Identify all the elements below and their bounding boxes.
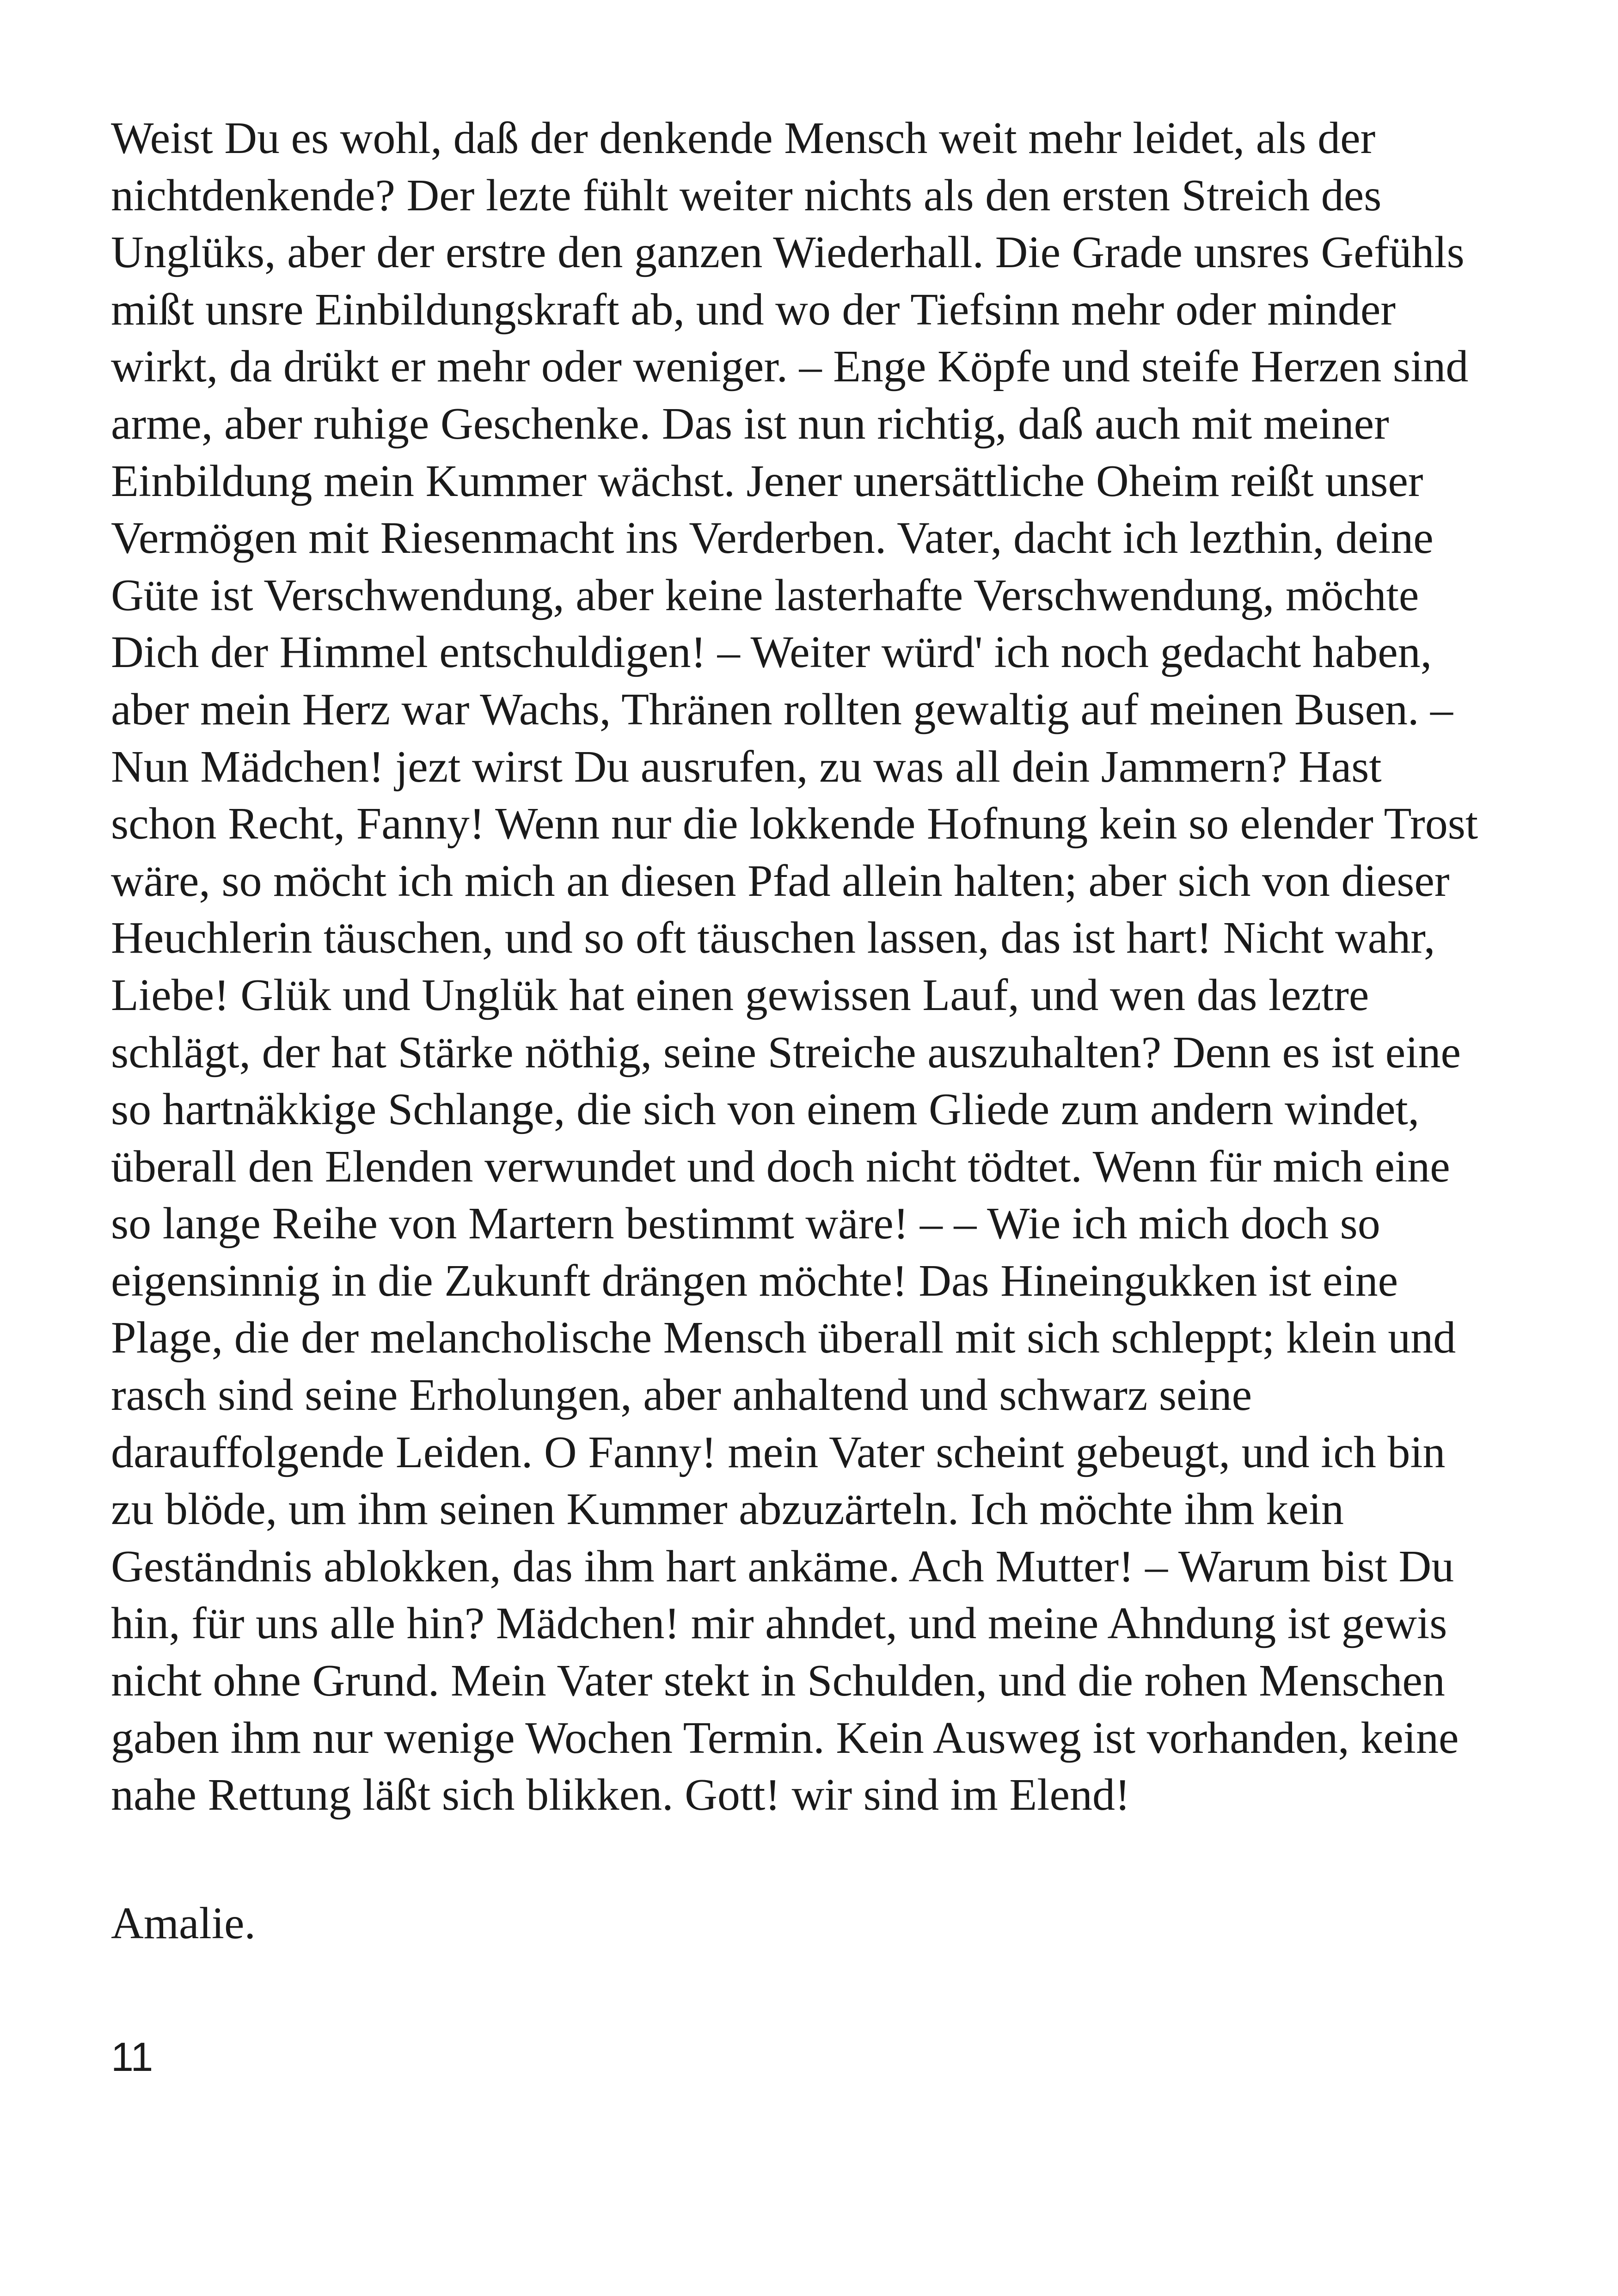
letter-line: wäre, so möcht ich mich an diesen Pfad allein halten; aber sich von dieser [111, 856, 1450, 906]
letter-line: mißt unsre Einbildungskraft ab, und wo der Tiefsinn mehr oder minder [111, 284, 1396, 335]
letter-body [111, 110, 1544, 1824]
letter-line: Weist Du es wohl, daß der denkende Mensch weit mehr leidet, als der [111, 113, 1376, 163]
letter-line: Dich der Himmel entschuldigen! – Weiter würd' ich noch gedacht haben, [111, 627, 1432, 678]
letter-line: Plage, die der melancholische Mensch überall mit sich schleppt; klein und [111, 1313, 1456, 1363]
letter-signature: Amalie. [111, 1898, 256, 1948]
letter-line: so lange Reihe von Martern bestimmt wäre! – – Wie ich mich doch so [111, 1199, 1380, 1249]
letter-line: Nun Mädchen! jezt wirst Du ausrufen, zu was all dein Jammern? Hast [111, 741, 1382, 792]
letter-line: Güte ist Verschwendung, aber keine lasterhafte Verschwendung, möchte [111, 570, 1419, 620]
letter-line: so hartnäkkige Schlange, die sich von einem Gliede zum andern windet, [111, 1084, 1420, 1135]
letter-line: zu blöde, um ihm seinen Kummer abzuzärteln. Ich möchte ihm kein [111, 1484, 1344, 1535]
letter-line: wirkt, da drükt er mehr oder weniger. – Enge Köpfe und steife Herzen sind [111, 342, 1469, 392]
letter-line: gaben ihm nur wenige Wochen Termin. Kein Ausweg ist vorhanden, keine [111, 1713, 1459, 1763]
letter-line: nichtdenkende? Der lezte fühlt weiter nichts als den ersten Streich des [111, 170, 1382, 220]
letter-line: Geständnis ablokken, das ihm hart ankäme. Ach Mutter! – Warum bist Du [111, 1541, 1454, 1592]
letter-line: aber mein Herz war Wachs, Thränen rollten gewaltig auf meinen Busen. – [111, 684, 1453, 735]
letter-line: schon Recht, Fanny! Wenn nur die lokkende Hofnung kein so elender Trost [111, 799, 1478, 849]
letter-line: arme, aber ruhige Geschenke. Das ist nun richtig, daß auch mit meiner [111, 398, 1389, 449]
letter-line: nicht ohne Grund. Mein Vater stekt in Schulden, und die rohen Menschen [111, 1656, 1445, 1706]
letter-line: Heuchlerin täuschen, und so oft täuschen lassen, das ist hart! Nicht wahr, [111, 913, 1435, 963]
letter-line: hin, für uns alle hin? Mädchen! mir ahndet, und meine Ahndung ist gewis [111, 1598, 1447, 1649]
letter-line: rasch sind seine Erholungen, aber anhaltend und schwarz seine [111, 1370, 1252, 1420]
letter-line: Vermögen mit Riesenmacht ins Verderben. Vater, dacht ich lezthin, deine [111, 513, 1434, 563]
letter-line: schlägt, der hat Stärke nöthig, seine Streiche auszuhalten? Denn es ist eine [111, 1027, 1461, 1078]
letter-line: überall den Elenden verwundet und doch nicht tödtet. Wenn für mich eine [111, 1141, 1450, 1192]
letter-line: darauffolgende Leiden. O Fanny! mein Vater scheint gebeugt, und ich bin [111, 1427, 1446, 1477]
letter-line: Liebe! Glük und Unglük hat einen gewissen Lauf, und wen das leztre [111, 970, 1369, 1020]
letter-line: nahe Rettung läßt sich blikken. Gott! wir sind im Elend! [111, 1770, 1130, 1820]
letter-line: Unglüks, aber der erstre den ganzen Wiederhall. Die Grade unsres Gefühls [111, 227, 1465, 278]
letter-line: eigensinnig in die Zukunft drängen möchte! Das Hineingukken ist eine [111, 1255, 1398, 1306]
letter-line: Einbildung mein Kummer wächst. Jener unersättliche Oheim reißt unser [111, 456, 1423, 506]
page-number: 11 [111, 2034, 153, 2080]
